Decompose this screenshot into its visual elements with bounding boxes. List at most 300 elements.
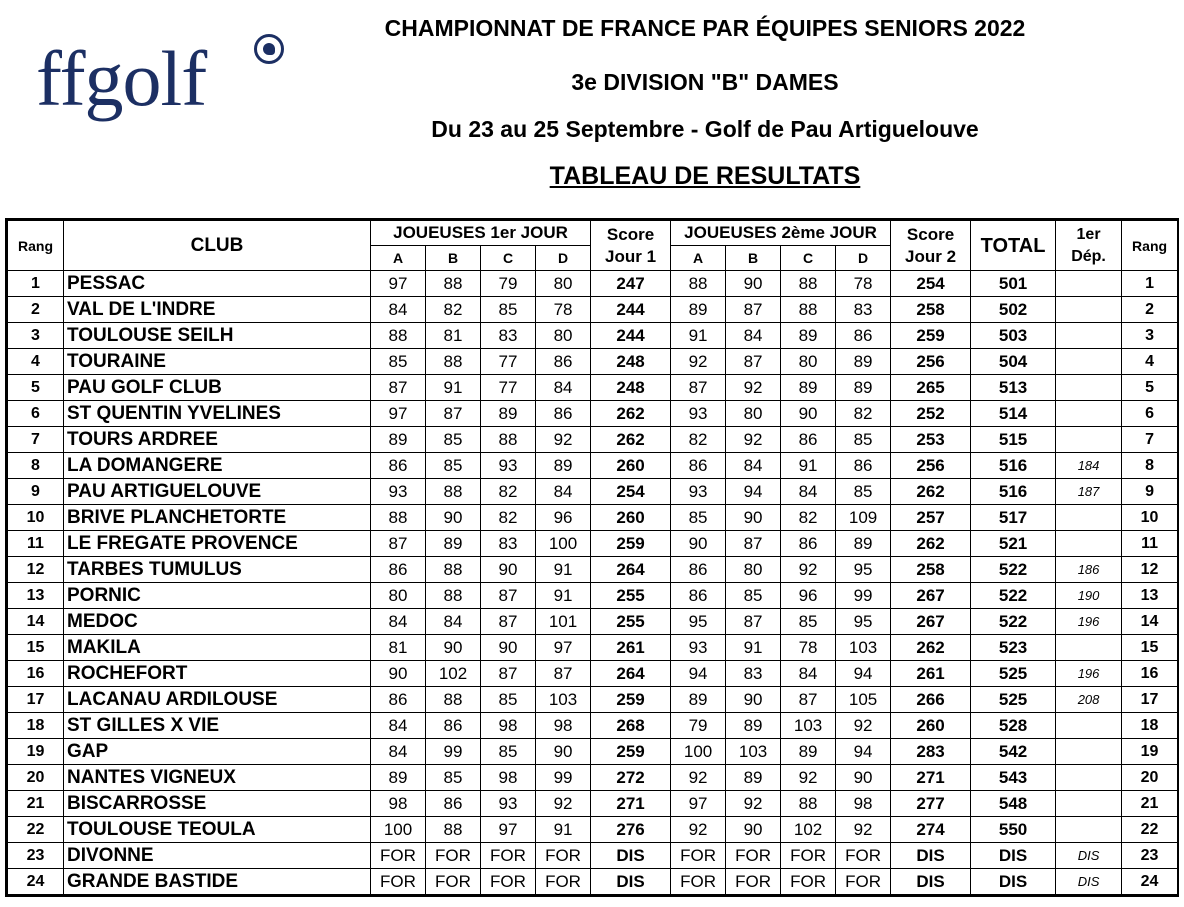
logo-text: ffgolf — [36, 35, 207, 122]
club-cell: LA DOMANGERE — [64, 453, 371, 479]
col-player-b: B — [726, 246, 781, 271]
day1-score-cell: 84 — [371, 739, 426, 765]
first-departure-cell: 196 — [1056, 661, 1122, 687]
score-day2-cell: 258 — [891, 297, 971, 323]
col-player-a: A — [671, 246, 726, 271]
score-day2-cell: 262 — [891, 531, 971, 557]
club-cell: TARBES TUMULUS — [64, 557, 371, 583]
day2-score-cell: 86 — [781, 427, 836, 453]
club-cell: MAKILA — [64, 635, 371, 661]
day1-score-cell: 88 — [426, 583, 481, 609]
score-day1-cell: 262 — [591, 401, 671, 427]
score-day2-cell: 256 — [891, 453, 971, 479]
day1-score-cell: 88 — [371, 505, 426, 531]
day1-score-cell: 98 — [371, 791, 426, 817]
score-day2-cell: 258 — [891, 557, 971, 583]
day1-score-cell: 96 — [536, 505, 591, 531]
day2-score-cell: 87 — [726, 349, 781, 375]
rank-right-cell: 7 — [1122, 427, 1178, 453]
day1-score-cell: 97 — [481, 817, 536, 843]
rank-cell: 22 — [8, 817, 64, 843]
rank-right-cell: 3 — [1122, 323, 1178, 349]
day2-score-cell: 95 — [836, 557, 891, 583]
day2-score-cell: 85 — [781, 609, 836, 635]
day1-score-cell: 88 — [426, 557, 481, 583]
first-departure-cell: 187 — [1056, 479, 1122, 505]
first-departure-cell: 184 — [1056, 453, 1122, 479]
table-row — [8, 297, 1178, 323]
day2-score-cell: 92 — [671, 349, 726, 375]
score-day1-cell: DIS — [591, 869, 671, 895]
rank-right-cell: 1 — [1122, 271, 1178, 297]
col-player-c: C — [481, 246, 536, 271]
total-cell: 543 — [971, 765, 1056, 791]
day1-score-cell: 84 — [371, 713, 426, 739]
first-departure-cell — [1056, 791, 1122, 817]
first-departure-cell — [1056, 505, 1122, 531]
rank-right-cell: 12 — [1122, 557, 1178, 583]
club-cell: VAL DE L'INDRE — [64, 297, 371, 323]
day2-score-cell: 83 — [726, 661, 781, 687]
day2-score-cell: FOR — [781, 869, 836, 895]
day2-score-cell: 92 — [781, 765, 836, 791]
rank-cell: 6 — [8, 401, 64, 427]
day2-score-cell: 89 — [671, 687, 726, 713]
day2-score-cell: 86 — [671, 557, 726, 583]
day2-score-cell: 89 — [726, 713, 781, 739]
score-day1-cell: 260 — [591, 505, 671, 531]
club-cell: TOULOUSE SEILH — [64, 323, 371, 349]
day1-score-cell: 84 — [536, 479, 591, 505]
day2-score-cell: 93 — [671, 479, 726, 505]
rank-cell: 8 — [8, 453, 64, 479]
total-cell: 516 — [971, 479, 1056, 505]
day1-score-cell: 93 — [481, 453, 536, 479]
day1-score-cell: 97 — [371, 271, 426, 297]
total-cell: 548 — [971, 791, 1056, 817]
day2-score-cell: 91 — [726, 635, 781, 661]
rank-right-cell: 5 — [1122, 375, 1178, 401]
day1-score-cell: 93 — [371, 479, 426, 505]
day1-score-cell: 91 — [426, 375, 481, 401]
rank-cell: 3 — [8, 323, 64, 349]
day1-score-cell: 99 — [426, 739, 481, 765]
rank-right-cell: 8 — [1122, 453, 1178, 479]
day2-score-cell: FOR — [671, 869, 726, 895]
rank-cell: 24 — [8, 869, 64, 895]
day1-score-cell: 86 — [426, 713, 481, 739]
day2-score-cell: 100 — [671, 739, 726, 765]
day1-score-cell: FOR — [536, 843, 591, 869]
day1-score-cell: 90 — [426, 505, 481, 531]
day1-score-cell: 88 — [426, 271, 481, 297]
day2-score-cell: 89 — [671, 297, 726, 323]
rank-right-cell: 11 — [1122, 531, 1178, 557]
score-day1-cell: DIS — [591, 843, 671, 869]
day1-score-cell: 85 — [426, 765, 481, 791]
first-departure-cell — [1056, 713, 1122, 739]
first-departure-cell: DIS — [1056, 869, 1122, 895]
day2-score-cell: 84 — [781, 661, 836, 687]
rank-cell: 12 — [8, 557, 64, 583]
rank-cell: 16 — [8, 661, 64, 687]
day2-score-cell: 82 — [781, 505, 836, 531]
score-day1-cell: 247 — [591, 271, 671, 297]
first-departure-cell — [1056, 271, 1122, 297]
day1-score-cell: 80 — [371, 583, 426, 609]
col-player-a: A — [371, 246, 426, 271]
day1-score-cell: 84 — [536, 375, 591, 401]
col-club: CLUB — [64, 221, 371, 271]
club-cell: ROCHEFORT — [64, 661, 371, 687]
day1-score-cell: 77 — [481, 349, 536, 375]
day2-score-cell: 90 — [726, 505, 781, 531]
day2-score-cell: 103 — [781, 713, 836, 739]
score-day2-cell: 267 — [891, 609, 971, 635]
day1-score-cell: 84 — [371, 297, 426, 323]
col-day1: JOUEUSES 1er JOUR — [371, 221, 591, 246]
day1-score-cell: 82 — [481, 479, 536, 505]
day1-score-cell: 80 — [536, 271, 591, 297]
day2-score-cell: 86 — [836, 453, 891, 479]
col-player-b: B — [426, 246, 481, 271]
total-cell: 503 — [971, 323, 1056, 349]
day1-score-cell: 100 — [536, 531, 591, 557]
day2-score-cell: 90 — [726, 271, 781, 297]
total-cell: 513 — [971, 375, 1056, 401]
rank-right-cell: 22 — [1122, 817, 1178, 843]
rank-cell: 11 — [8, 531, 64, 557]
day2-score-cell: 87 — [726, 531, 781, 557]
day2-score-cell: 85 — [726, 583, 781, 609]
day1-score-cell: 77 — [481, 375, 536, 401]
total-cell: 514 — [971, 401, 1056, 427]
rank-cell: 9 — [8, 479, 64, 505]
score-day1-cell: 259 — [591, 687, 671, 713]
rank-right-cell: 2 — [1122, 297, 1178, 323]
day1-score-cell: 88 — [426, 817, 481, 843]
rank-right-cell: 15 — [1122, 635, 1178, 661]
rank-cell: 1 — [8, 271, 64, 297]
day2-score-cell: 90 — [836, 765, 891, 791]
total-cell: DIS — [971, 843, 1056, 869]
table-row — [8, 713, 1178, 739]
table-row — [8, 505, 1178, 531]
day1-score-cell: FOR — [481, 843, 536, 869]
rank-cell: 5 — [8, 375, 64, 401]
day1-score-cell: 97 — [536, 635, 591, 661]
day1-score-cell: 90 — [371, 661, 426, 687]
score-day2-cell: 267 — [891, 583, 971, 609]
day1-score-cell: 91 — [536, 817, 591, 843]
rank-right-cell: 13 — [1122, 583, 1178, 609]
col-day2: JOUEUSES 2ème JOUR — [671, 221, 891, 246]
table-row — [8, 427, 1178, 453]
day2-score-cell: 92 — [726, 791, 781, 817]
first-departure-cell — [1056, 765, 1122, 791]
day2-score-cell: FOR — [781, 843, 836, 869]
day2-score-cell: 92 — [836, 817, 891, 843]
score-day2-cell: 262 — [891, 635, 971, 661]
score-day2-cell: 265 — [891, 375, 971, 401]
table-row — [8, 323, 1178, 349]
day1-score-cell: 87 — [481, 583, 536, 609]
table-row — [8, 765, 1178, 791]
results-table — [5, 218, 1179, 897]
day2-score-cell: 80 — [726, 557, 781, 583]
day1-score-cell: FOR — [426, 869, 481, 895]
day1-score-cell: 86 — [371, 453, 426, 479]
total-cell: 515 — [971, 427, 1056, 453]
day2-score-cell: 90 — [781, 401, 836, 427]
day1-score-cell: 85 — [426, 427, 481, 453]
club-cell: MEDOC — [64, 609, 371, 635]
day2-score-cell: 91 — [671, 323, 726, 349]
total-cell: DIS — [971, 869, 1056, 895]
rank-cell: 19 — [8, 739, 64, 765]
day2-score-cell: 91 — [781, 453, 836, 479]
club-cell: PAU ARTIGUELOUVE — [64, 479, 371, 505]
table-row — [8, 869, 1178, 895]
first-departure-cell — [1056, 817, 1122, 843]
day2-score-cell: 80 — [726, 401, 781, 427]
day2-score-cell: 89 — [781, 375, 836, 401]
day1-score-cell: 84 — [426, 609, 481, 635]
rank-cell: 23 — [8, 843, 64, 869]
day2-score-cell: 94 — [726, 479, 781, 505]
day2-score-cell: 95 — [836, 609, 891, 635]
club-cell: GRANDE BASTIDE — [64, 869, 371, 895]
day1-score-cell: 98 — [481, 765, 536, 791]
first-departure-cell — [1056, 349, 1122, 375]
day1-score-cell: 89 — [536, 453, 591, 479]
day1-score-cell: 82 — [426, 297, 481, 323]
club-cell: TOURAINE — [64, 349, 371, 375]
score-day2-cell: 253 — [891, 427, 971, 453]
day1-score-cell: 97 — [371, 401, 426, 427]
day1-score-cell: 99 — [536, 765, 591, 791]
day2-score-cell: 86 — [671, 583, 726, 609]
day2-score-cell: 103 — [836, 635, 891, 661]
day2-score-cell: 97 — [671, 791, 726, 817]
day2-score-cell: 92 — [726, 375, 781, 401]
day1-score-cell: 84 — [371, 609, 426, 635]
table-row — [8, 401, 1178, 427]
rank-cell: 20 — [8, 765, 64, 791]
first-departure-cell — [1056, 531, 1122, 557]
score-day2-cell: 261 — [891, 661, 971, 687]
first-departure-cell — [1056, 635, 1122, 661]
score-day1-cell: 248 — [591, 349, 671, 375]
day1-score-cell: 93 — [481, 791, 536, 817]
rank-right-cell: 23 — [1122, 843, 1178, 869]
day1-score-cell: 86 — [426, 791, 481, 817]
day1-score-cell: 83 — [481, 531, 536, 557]
day1-score-cell: 103 — [536, 687, 591, 713]
total-cell: 522 — [971, 609, 1056, 635]
day2-score-cell: 78 — [781, 635, 836, 661]
club-cell: LACANAU ARDILOUSE — [64, 687, 371, 713]
total-cell: 502 — [971, 297, 1056, 323]
score-day1-cell: 248 — [591, 375, 671, 401]
club-cell: NANTES VIGNEUX — [64, 765, 371, 791]
score-day2-cell: 271 — [891, 765, 971, 791]
day2-score-cell: 87 — [671, 375, 726, 401]
total-cell: 521 — [971, 531, 1056, 557]
day1-score-cell: 86 — [536, 401, 591, 427]
day1-score-cell: 89 — [481, 401, 536, 427]
rank-right-cell: 20 — [1122, 765, 1178, 791]
score-day1-cell: 259 — [591, 531, 671, 557]
club-cell: PAU GOLF CLUB — [64, 375, 371, 401]
score-day1-cell: 255 — [591, 609, 671, 635]
score-day1-cell: 244 — [591, 323, 671, 349]
score-day1-cell: 255 — [591, 583, 671, 609]
table-row — [8, 843, 1178, 869]
first-departure-cell: 190 — [1056, 583, 1122, 609]
day2-score-cell: 98 — [836, 791, 891, 817]
rank-cell: 13 — [8, 583, 64, 609]
day1-score-cell: 81 — [371, 635, 426, 661]
table-row — [8, 791, 1178, 817]
club-cell: PORNIC — [64, 583, 371, 609]
table-row — [8, 583, 1178, 609]
page-title: CHAMPIONNAT DE FRANCE PAR ÉQUIPES SENIORS 2022 — [384, 15, 1026, 41]
score-day2-cell: 256 — [891, 349, 971, 375]
day1-score-cell: 101 — [536, 609, 591, 635]
rank-right-cell: 4 — [1122, 349, 1178, 375]
rank-cell: 10 — [8, 505, 64, 531]
total-cell: 528 — [971, 713, 1056, 739]
day2-score-cell: 80 — [781, 349, 836, 375]
col-player-d: D — [536, 246, 591, 271]
day1-score-cell: 86 — [371, 687, 426, 713]
table-row — [8, 739, 1178, 765]
day2-score-cell: 82 — [671, 427, 726, 453]
day2-score-cell: 84 — [726, 323, 781, 349]
col-score1: Score Jour 1 — [591, 221, 671, 271]
rank-right-cell: 9 — [1122, 479, 1178, 505]
table-row — [8, 453, 1178, 479]
day2-score-cell: 78 — [836, 271, 891, 297]
day2-score-cell: 94 — [836, 739, 891, 765]
score-day2-cell: 254 — [891, 271, 971, 297]
day2-score-cell: 89 — [836, 531, 891, 557]
col-player-d: D — [836, 246, 891, 271]
event-dates: Du 23 au 25 Septembre - Golf de Pau Artiguelouve — [431, 116, 979, 142]
total-cell: 525 — [971, 687, 1056, 713]
day1-score-cell: 98 — [536, 713, 591, 739]
day2-score-cell: 96 — [781, 583, 836, 609]
score-day2-cell: DIS — [891, 869, 971, 895]
day1-score-cell: 85 — [481, 739, 536, 765]
day2-score-cell: 88 — [781, 297, 836, 323]
day2-score-cell: 84 — [726, 453, 781, 479]
score-day2-cell: 266 — [891, 687, 971, 713]
day1-score-cell: 88 — [481, 427, 536, 453]
day1-score-cell: FOR — [536, 869, 591, 895]
table-row — [8, 531, 1178, 557]
score-day1-cell: 268 — [591, 713, 671, 739]
day2-score-cell: 85 — [836, 479, 891, 505]
table-row — [8, 635, 1178, 661]
day2-score-cell: 89 — [726, 765, 781, 791]
score-day1-cell: 244 — [591, 297, 671, 323]
total-cell: 516 — [971, 453, 1056, 479]
col-rang: Rang — [8, 221, 64, 271]
day1-score-cell: 88 — [426, 479, 481, 505]
club-cell: BISCARROSSE — [64, 791, 371, 817]
first-departure-cell: 208 — [1056, 687, 1122, 713]
day2-score-cell: 84 — [781, 479, 836, 505]
total-cell: 522 — [971, 583, 1056, 609]
first-departure-cell: 186 — [1056, 557, 1122, 583]
day2-score-cell: 94 — [671, 661, 726, 687]
day1-score-cell: 88 — [426, 349, 481, 375]
day2-score-cell: 99 — [836, 583, 891, 609]
day1-score-cell: 87 — [371, 531, 426, 557]
day2-score-cell: 83 — [836, 297, 891, 323]
day2-score-cell: FOR — [836, 869, 891, 895]
col-rang-right: Rang — [1122, 221, 1178, 271]
day1-score-cell: FOR — [371, 869, 426, 895]
rank-right-cell: 6 — [1122, 401, 1178, 427]
col-total: TOTAL — [971, 221, 1056, 271]
day2-score-cell: 102 — [781, 817, 836, 843]
day1-score-cell: 79 — [481, 271, 536, 297]
score-day1-cell: 264 — [591, 661, 671, 687]
day1-score-cell: 98 — [481, 713, 536, 739]
day1-score-cell: 89 — [426, 531, 481, 557]
rank-right-cell: 17 — [1122, 687, 1178, 713]
col-score2: Score Jour 2 — [891, 221, 971, 271]
day1-score-cell: 83 — [481, 323, 536, 349]
total-cell: 523 — [971, 635, 1056, 661]
day1-score-cell: 92 — [536, 427, 591, 453]
score-day1-cell: 260 — [591, 453, 671, 479]
first-departure-cell — [1056, 375, 1122, 401]
day2-score-cell: 89 — [836, 375, 891, 401]
score-day1-cell: 254 — [591, 479, 671, 505]
rank-cell: 4 — [8, 349, 64, 375]
day1-score-cell: 89 — [371, 427, 426, 453]
day2-score-cell: FOR — [671, 843, 726, 869]
day1-score-cell: 102 — [426, 661, 481, 687]
day1-score-cell: 91 — [536, 557, 591, 583]
rank-cell: 18 — [8, 713, 64, 739]
rank-cell: 7 — [8, 427, 64, 453]
total-cell: 525 — [971, 661, 1056, 687]
day2-score-cell: 82 — [836, 401, 891, 427]
day1-score-cell: 100 — [371, 817, 426, 843]
table-row — [8, 479, 1178, 505]
day2-score-cell: 85 — [671, 505, 726, 531]
rank-cell: 15 — [8, 635, 64, 661]
table-row — [8, 609, 1178, 635]
day2-score-cell: 88 — [781, 271, 836, 297]
day1-score-cell: 86 — [536, 349, 591, 375]
results-subtitle: TABLEAU DE RESULTATS — [549, 162, 861, 190]
rank-right-cell: 19 — [1122, 739, 1178, 765]
day2-score-cell: 90 — [726, 817, 781, 843]
day2-score-cell: FOR — [836, 843, 891, 869]
day2-score-cell: 86 — [836, 323, 891, 349]
day2-score-cell: 92 — [836, 713, 891, 739]
first-departure-cell — [1056, 323, 1122, 349]
day2-score-cell: 89 — [781, 739, 836, 765]
day2-score-cell: 86 — [781, 531, 836, 557]
score-day2-cell: 277 — [891, 791, 971, 817]
